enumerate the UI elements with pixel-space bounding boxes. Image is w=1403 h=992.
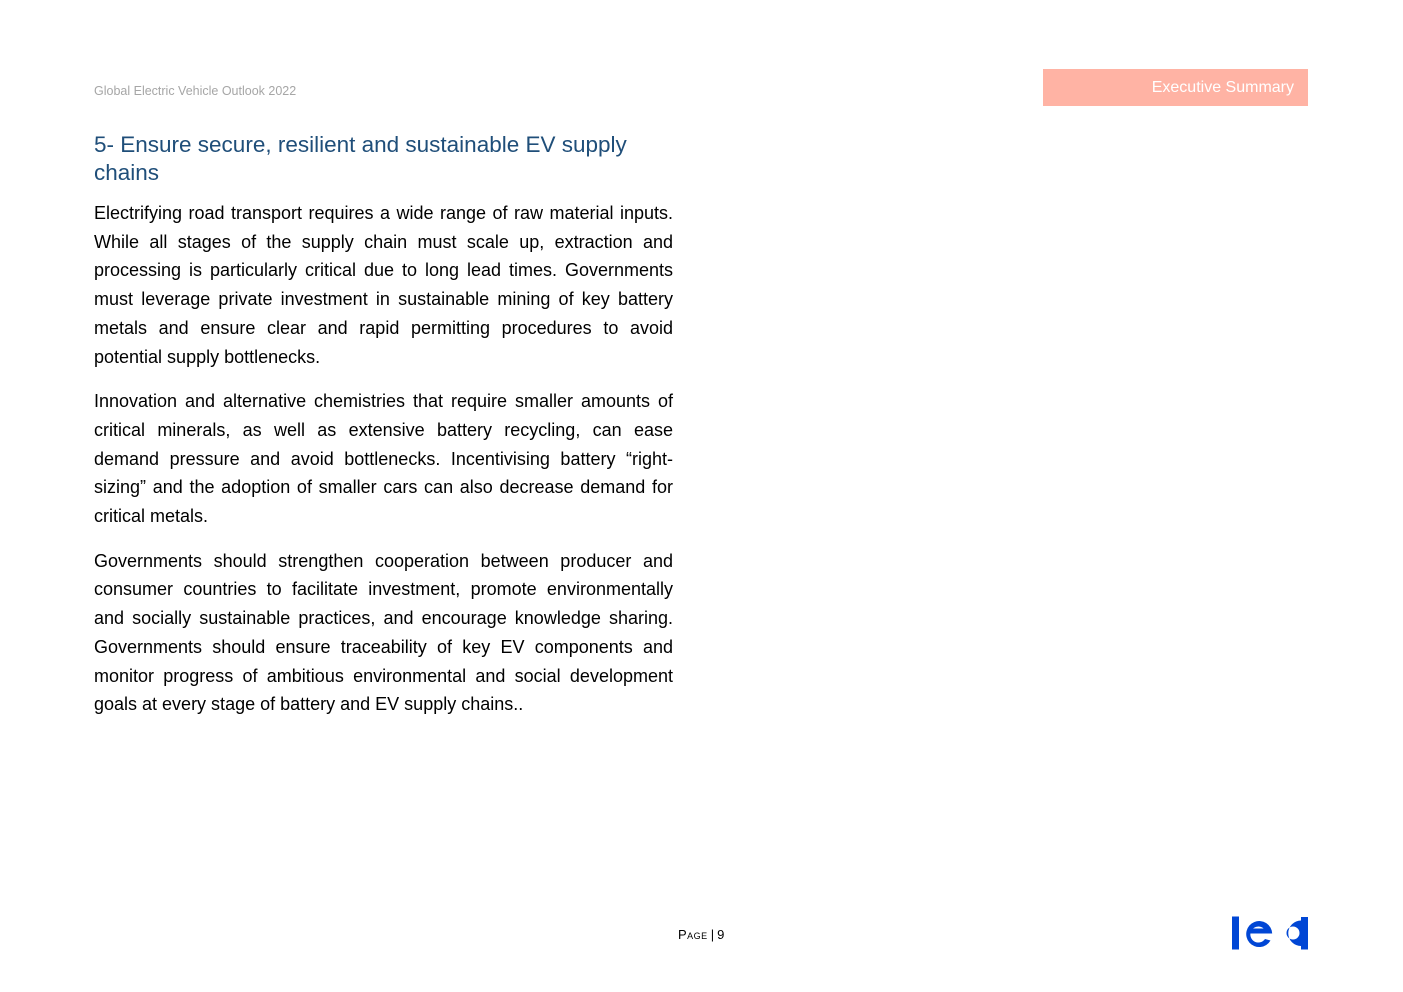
report-title: Global Electric Vehicle Outlook 2022 <box>94 84 297 98</box>
page-number: 9 <box>717 927 725 942</box>
paragraph-cooperation: Governments should strengthen cooperation between producer and consumer countries to facilitate investment, promote environmentally and socially sustainable practices, and encourage knowledge sharing. Governments should ensure traceability of key EV components and monitor progress of ambitious environmental and social development goals at every stage of battery and EV supply chains.. <box>94 550 673 715</box>
paragraph-raw-materials: Electrifying road transport requires a wide range of raw material inputs. While all stages of the supply chain must scale up, extraction and processing is particularly critical due to long lead times. Governments must leverage private investment in sustainable mining of key battery metals and ensure clear and rapid permitting procedures to avoid potential supply bottlenecks. <box>94 203 673 367</box>
iea-logo <box>1232 914 1310 952</box>
section-tab-executive-summary[interactable]: Executive Summary <box>1043 69 1308 106</box>
page-footer <box>678 927 724 942</box>
page-separator: | <box>710 927 715 942</box>
paragraph-innovation: Innovation and alternative chemistries that require smaller amounts of critical minerals, as well as extensive battery recycling, can ease demand pressure and avoid bottlenecks. Incentivising battery “right-sizing” and the adoption of smaller cars can also decrease demand for critical metals. <box>94 391 673 527</box>
section-heading: 5- Ensure secure, resilient and sustainable EV supply chains <box>94 132 627 185</box>
main-content <box>94 131 673 719</box>
page-label: Page <box>678 927 708 942</box>
